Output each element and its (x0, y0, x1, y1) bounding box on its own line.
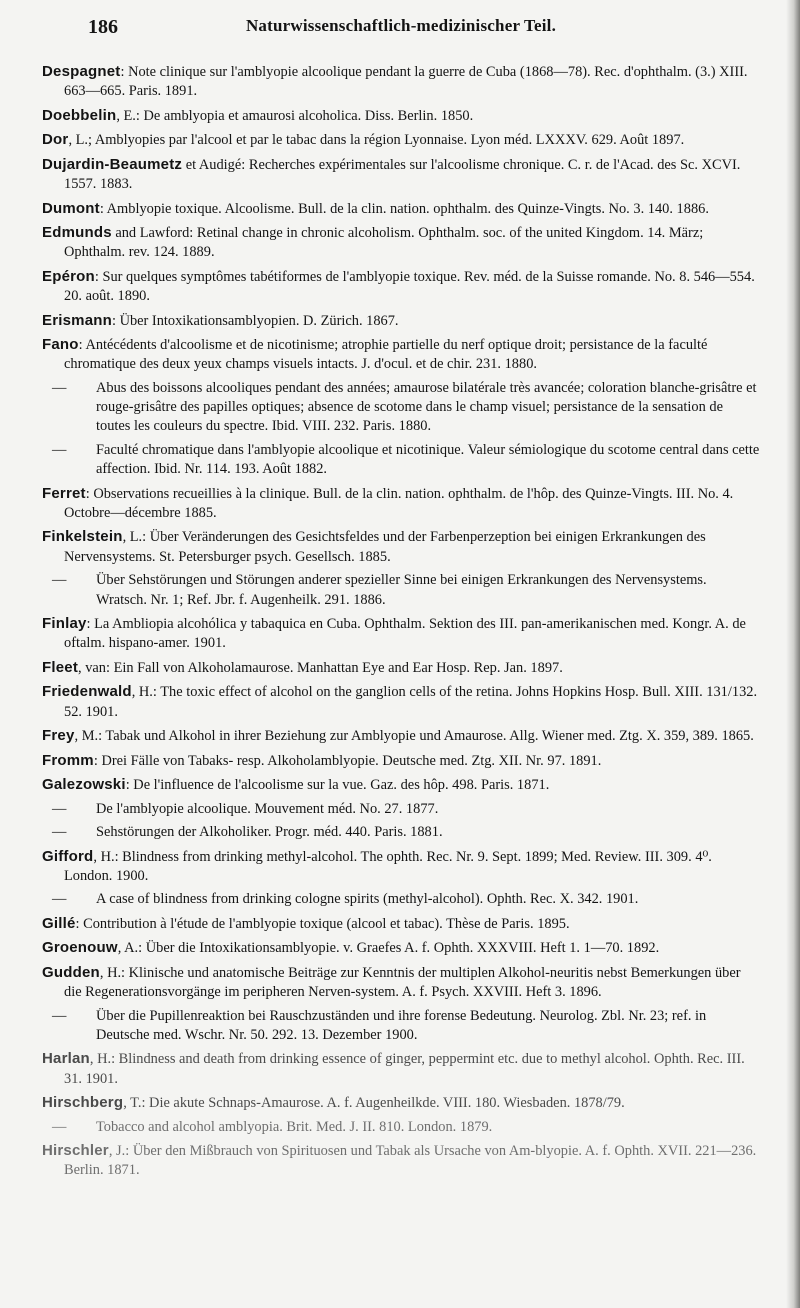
bibliography-entry (42, 335, 760, 375)
ditto-dash: — (52, 891, 67, 908)
entry-author: Hirschberg (42, 1094, 124, 1112)
entry-author: Epéron (42, 267, 95, 285)
entry-citation: Faculté chromatique dans l'amblyopie alcoolique et nicotinique. Valeur sémiologique du scotome central dans cette affection. Ibid. Nr. 114. 193. Août 1882. (96, 441, 760, 478)
bibliography-entry (42, 484, 760, 524)
entry-author: Fano (42, 336, 79, 354)
bibliography-entry (42, 751, 760, 771)
bibliography-entry (42, 527, 760, 567)
entry-citation: De l'amblyopie alcoolique. Mouvement méd. No. 27. 1877. (96, 800, 439, 817)
entry-author: Friedenwald (42, 683, 132, 701)
bibliography-entry (42, 775, 760, 795)
bibliography-entry-continuation (42, 441, 760, 480)
entry-author: Despagnet (42, 63, 121, 80)
bibliography-entry-continuation (42, 800, 760, 819)
entry-citation: , M.: Tabak und Alkohol in ihrer Beziehung zur Amblyopie und Amaurose. Allg. Wiener med. Ztg. X. 359, 389. 1865. (74, 728, 754, 745)
entry-author: Hirschler (42, 1142, 109, 1160)
bibliography-entry (42, 658, 760, 678)
entry-citation: , H.: Blindness from drinking methyl-alcohol. The ophth. Rec. Nr. 9. Sept. 1899; Med. Review. III. 309. 4⁰. London. 1900. (64, 848, 712, 884)
entry-author: Harlan (42, 1050, 90, 1068)
bibliography-entry (42, 1049, 760, 1089)
bibliography-entry (42, 726, 760, 746)
page-edge-shadow (786, 0, 800, 1308)
bibliography-entry-continuation (42, 1007, 760, 1046)
entry-author: Dor (42, 131, 69, 149)
entry-author: Finlay (42, 615, 87, 633)
entry-citation: , L.; Amblyopies par l'alcool et par le tabac dans la région Lyonnaise. Lyon méd. LXXXV. 629. Août 1897. (68, 132, 685, 149)
page-number: 186 (88, 16, 118, 38)
entry-citation: Tobacco and alcohol amblyopia. Brit. Med. J. II. 810. London. 1879. (96, 1118, 493, 1135)
ditto-dash: — (52, 441, 67, 458)
entry-citation: Über die Pupillenreaktion bei Rauschzuständen und ihre forense Bedeutung. Neurolog. Zbl. Nr. 23; ref. in Deutsche med. Wschr. Nr. 50. 292. 13. Dezember 1900. (96, 1007, 707, 1043)
entry-citation: et Audigé: Recherches expérimentales sur l'alcoolisme chronique. C. r. de l'Acad. des Sc. XCVI. 1557. 1883. (64, 156, 741, 193)
bibliography-entry (42, 914, 760, 934)
entry-citation: , T.: Die akute Schnaps-Amaurose. A. f. Augenheilkde. VIII. 180. Wiesbaden. 1878/79. (123, 1095, 625, 1112)
bibliography-entry (42, 130, 760, 150)
entry-citation: : Amblyopie toxique. Alcoolisme. Bull. de la clin. nation. ophthalm. des Quinze-Vingts. No. 3. 140. 1886. (99, 200, 709, 217)
entry-citation: : Sur quelques symptômes tabétiformes de l'amblyopie toxique. Rev. méd. de la Suisse romande. No. 8. 546—554. 20. août. 1890. (64, 268, 755, 305)
bibliography-list (42, 62, 760, 1181)
ditto-dash: — (52, 1118, 67, 1135)
entry-citation: A case of blindness from drinking cologne spirits (methyl-alcohol). Ophth. Rec. X. 342. 1901. (96, 891, 639, 908)
entry-citation: : La Ambliopia alcohólica y tabaquica en Cuba. Ophthalm. Sektion des III. pan-amerikanischen med. Kongr. A. de oftalm. hispano-amer. 1901. (64, 616, 746, 652)
entry-citation: , H.: The toxic effect of alcohol on the ganglion cells of the retina. Johns Hopkins Hosp. Bull. XIII. 131/132. 52. 1901. (64, 684, 758, 720)
running-title: Naturwissenschaftlich-medizinischer Teil. (245, 16, 557, 35)
bibliography-entry (42, 223, 760, 263)
bibliography-entry (42, 1141, 760, 1181)
entry-author: Groenouw (42, 939, 118, 957)
ditto-dash: — (52, 1007, 67, 1024)
entry-author: Finkelstein (42, 528, 123, 546)
bibliography-entry (42, 311, 760, 331)
entry-author: Ferret (42, 484, 86, 502)
entry-citation: : Drei Fälle von Tabaks- resp. Alkoholamblyopie. Deutsche med. Ztg. XII. Nr. 97. 1891. (93, 752, 602, 769)
entry-citation: : Note clinique sur l'amblyopie alcoolique pendant la guerre de Cuba (1868—78). Rec. d'ophthalm. (3.) XIII. 663—665. Paris. 1891. (64, 64, 748, 100)
entry-author: Gudden (42, 963, 100, 981)
entry-author: Dujardin-Beaumetz (42, 155, 183, 173)
bibliography-entry (42, 963, 760, 1003)
entry-author: Fleet (42, 658, 79, 676)
entry-citation: , van: Ein Fall von Alkoholamaurose. Manhattan Eye and Ear Hosp. Rep. Jan. 1897. (78, 659, 563, 676)
bibliography-entry-continuation (42, 379, 760, 437)
bibliography-entry-continuation (42, 823, 760, 842)
entry-author: Gifford (42, 847, 94, 865)
bibliography-entry (42, 199, 760, 219)
entry-citation: , E.: De amblyopia et amaurosi alcoholica. Diss. Berlin. 1850. (116, 107, 474, 124)
entry-citation: : Antécédents d'alcoolisme et de nicotinisme; atrophie partielle du nerf optique droit; persistance de la faculté chromatique des deux yeux champs visuels intacts. J. d'ocul. et de chir. 231. 1880. (64, 337, 708, 373)
entry-citation: , L.: Über Veränderungen des Gesichtsfeldes und der Farbenperzeption bei einigen Erkrankungen des Nervensystems. St. Petersburger psych. Gesellsch. 1885. (64, 529, 706, 565)
ditto-dash: — (52, 824, 67, 841)
bibliography-entry (42, 106, 760, 126)
entry-citation: Über Sehstörungen und Störungen anderer spezieller Sinne bei einigen Erkrankungen des Nervensystems. Wratsch. Nr. 1; Ref. Jbr. f. Augenheilk. 291. 1886. (96, 572, 707, 608)
entry-citation: , J.: Über den Mißbrauch von Spirituosen und Tabak als Ursache von Am-blyopie. A. f. Ophth. XVII. 221—236. Berlin. 1871. (64, 1143, 757, 1179)
entry-author: Galezowski (42, 776, 126, 794)
entry-citation: : Contribution à l'étude de l'amblyopie toxique (alcool et tabac). Thèse de Paris. 1895. (75, 915, 570, 932)
bibliography-entry (42, 938, 760, 958)
entry-citation: , A.: Über die Intoxikationsamblyopie. v. Graefes A. f. Ophth. XXXVIII. Heft 1. 1—70. 1892. (117, 940, 660, 957)
bibliography-entry-continuation (42, 890, 760, 909)
page-header (42, 0, 760, 46)
bibliography-entry (42, 62, 760, 102)
entry-author: Doebbelin (42, 106, 117, 124)
entry-author: Erismann (42, 311, 112, 329)
entry-citation: Sehstörungen der Alkoholiker. Progr. méd. 440. Paris. 1881. (96, 824, 443, 841)
entry-citation: : Über Intoxikationsamblyopien. D. Zürich. 1867. (111, 312, 399, 329)
ditto-dash: — (52, 572, 67, 589)
entry-citation: Abus des boissons alcooliques pendant des années; amaurose bilatérale très avancée; coloration blanche-grisâtre et rouge-grisâtre des papilles optiques; absence de scotome dans le champ visuel; persistance de la sensation de toutes les couleurs du spectre. Ibid. VIII. 232. Paris. 1880. (96, 379, 757, 435)
bibliography-entry (42, 155, 760, 195)
entry-author: Edmunds (42, 224, 112, 242)
bibliography-entry (42, 267, 760, 307)
bibliography-entry-continuation (42, 1118, 760, 1137)
entry-citation: : Observations recueillies à la clinique. Bull. de la clin. nation. ophthalm. de l'hôp. des Quinze-Vingts. III. No. 4. Octobre—décembre 1885. (64, 485, 734, 521)
entry-citation: : De l'influence de l'alcoolisme sur la vue. Gaz. des hôp. 498. Paris. 1871. (125, 777, 550, 794)
entry-author: Fromm (42, 751, 94, 769)
bibliography-entry (42, 614, 760, 654)
ditto-dash: — (52, 800, 67, 817)
entry-citation: , H.: Blindness and death from drinking essence of ginger, peppermint etc. due to methyl alcohol. Ophth. Rec. III. 31. 1901. (64, 1051, 745, 1087)
bibliography-entry (42, 1093, 760, 1113)
entry-citation: , H.: Klinische und anatomische Beiträge zur Kenntnis der multiplen Alkohol-neuritis nebst Bemerkungen über die Regenerationsvorgänge im peripheren Nerven-system. A. f. Psych. XXVIII. Heft 3. 1896. (64, 964, 741, 1001)
bibliography-entry-continuation (42, 571, 760, 610)
ditto-dash: — (52, 379, 67, 396)
bibliography-entry (42, 682, 760, 722)
bibliography-entry (42, 847, 760, 887)
entry-author: Dumont (42, 199, 100, 217)
entry-author: Frey (42, 727, 75, 745)
entry-citation: and Lawford: Retinal change in chronic alcoholism. Ophthalm. soc. of the united Kingdom. 14. März; Ophthalm. rev. 124. 1889. (64, 225, 704, 261)
entry-author: Gillé (42, 914, 76, 932)
